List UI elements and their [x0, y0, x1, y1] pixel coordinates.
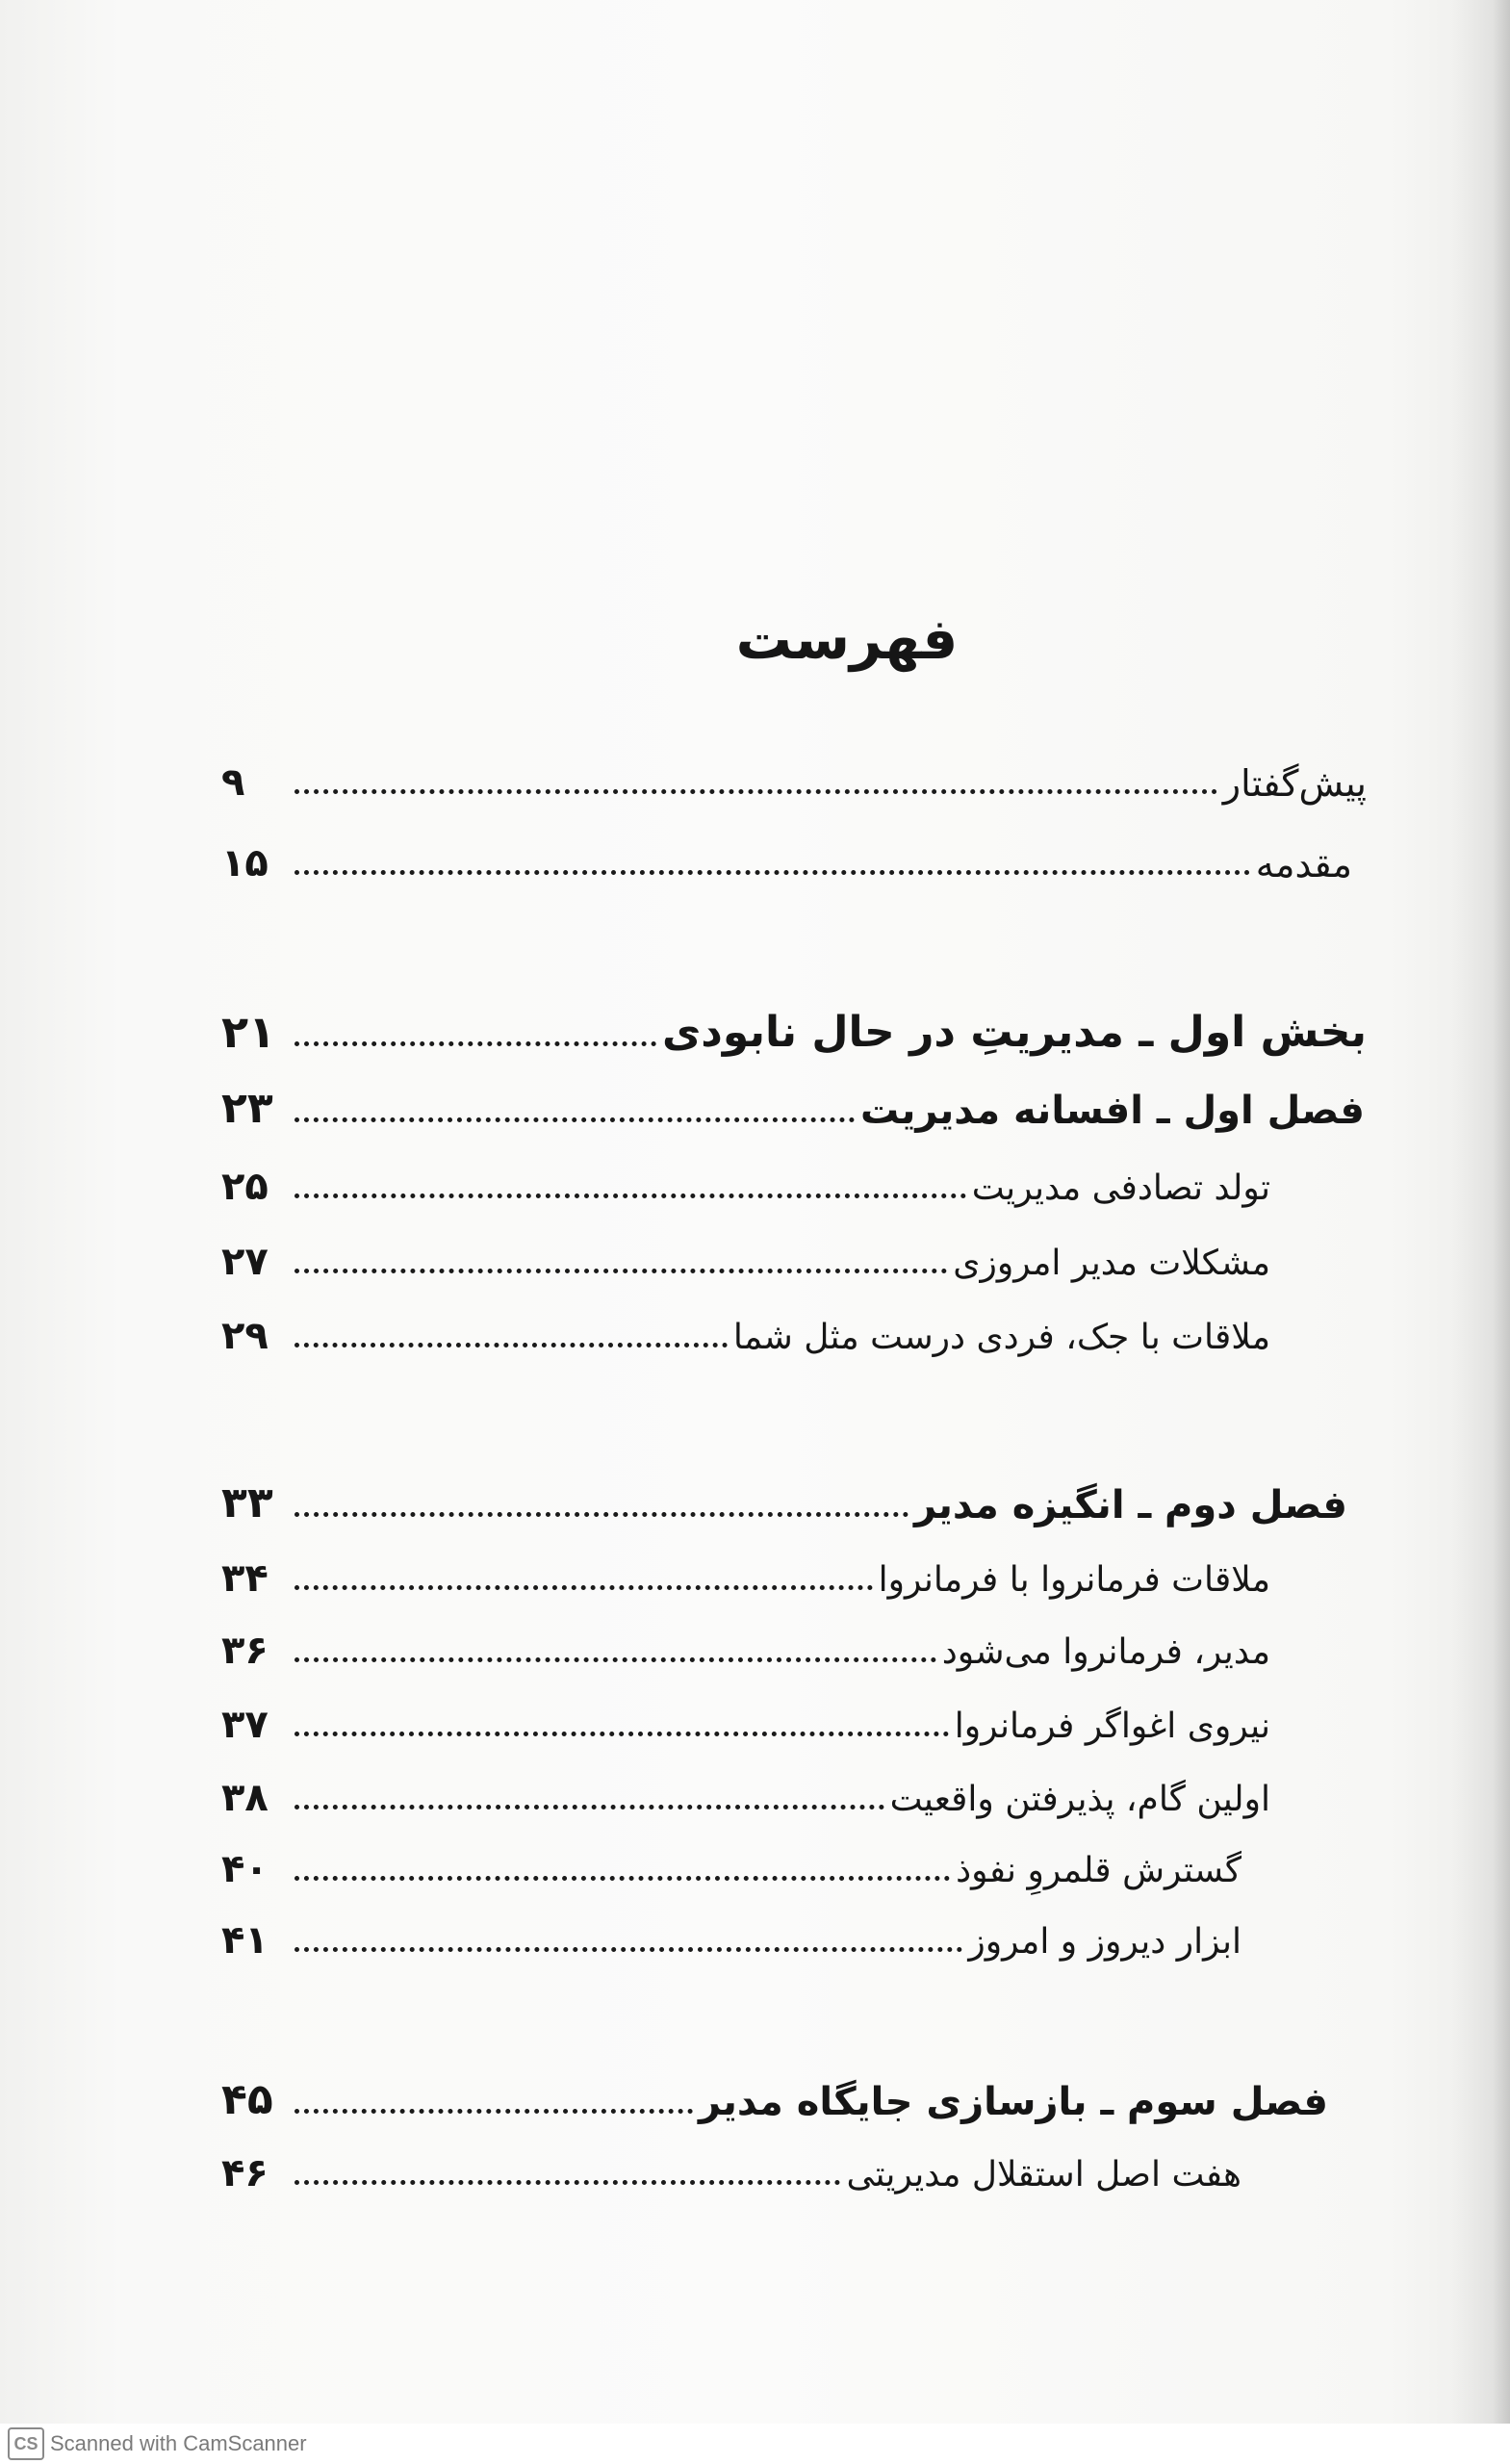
- page-edge-shadow: [1452, 0, 1510, 2426]
- toc-entry-title: ملاقات با جک، فردی درست مثل شما: [732, 1318, 1270, 1357]
- toc-entry-page: ۹: [221, 760, 245, 805]
- toc-entry-title: پیش‌گفتار: [1222, 762, 1367, 805]
- scanner-footer-text: Scanned with CamScanner: [50, 2431, 307, 2455]
- toc-entry-page: ۳۳: [221, 1478, 273, 1527]
- toc-entry-title: گسترش قلمروِ نفوذ: [956, 1851, 1241, 1890]
- scanner-footer: [8, 2427, 307, 2460]
- toc-entry: [221, 2064, 1328, 2124]
- toc-entry-page: ۳۷: [221, 1703, 269, 1747]
- toc-dot-leader: [294, 1657, 936, 1662]
- toc-entry-title: مدیر، فرمانروا می‌شود: [941, 1632, 1270, 1672]
- toc-entry: [221, 1467, 1347, 1525]
- toc-entry-page: ۳۸: [221, 1776, 269, 1820]
- toc-entry-title: نیروی اغواگر فرمانروا: [954, 1707, 1270, 1746]
- toc-entry-page: ۳۶: [221, 1629, 269, 1673]
- toc-entry: [221, 1072, 1365, 1133]
- toc-dot-leader: [294, 1194, 966, 1198]
- toc-entry-title: اولین گام، پذیرفتن واقعیت: [889, 1780, 1270, 1819]
- toc-dot-leader: [294, 1117, 855, 1122]
- toc-entry-page: ۴۶: [221, 2151, 269, 2195]
- toc-entry: [221, 744, 1367, 805]
- toc-entry-page: ۱۵: [221, 841, 269, 886]
- toc-entry-title: بخش اول ـ مدیریتِ در حال نابودی: [661, 1008, 1367, 1057]
- toc-entry-page: ۲۷: [221, 1240, 269, 1284]
- toc-entry: [221, 1686, 1270, 1747]
- toc-dot-leader: [294, 1585, 873, 1590]
- toc-entry: [221, 1297, 1270, 1358]
- toc-dot-leader: [294, 1732, 949, 1736]
- toc-entry-page: ۲۵: [221, 1165, 269, 1209]
- toc-entry-title: هفت اصل استقلال مدیریتی: [846, 2155, 1241, 2194]
- toc-entry-title: مقدمه: [1255, 843, 1352, 886]
- toc-dot-leader: [294, 870, 1250, 875]
- toc-dot-leader: [294, 789, 1217, 794]
- toc-entry: [221, 1831, 1241, 1891]
- toc-entry-title: مشکلات مدیر امروزی: [953, 1244, 1270, 1283]
- toc-entry-page: ۳۴: [221, 1556, 269, 1601]
- toc-dot-leader: [294, 2180, 840, 2185]
- toc-entry-title: ابزار دیروز و امروز: [968, 1922, 1241, 1962]
- toc-entry: [221, 1902, 1241, 1963]
- toc-entry-title: ملاقات فرمانروا با فرمانروا: [878, 1560, 1270, 1600]
- toc-entry-title: فصل سوم ـ بازسازی جایگاه مدیر: [699, 2080, 1328, 2124]
- toc-dot-leader: [294, 2109, 693, 2114]
- toc-entry-title: تولد تصادفی مدیریت: [971, 1168, 1270, 1208]
- camscanner-logo-icon: CS: [8, 2427, 44, 2460]
- toc-entry: [221, 1148, 1270, 1209]
- toc-entry: [221, 1759, 1270, 1820]
- toc-entry: [221, 1612, 1270, 1673]
- toc-entry-title: فصل دوم ـ انگیزه مدیر: [914, 1483, 1347, 1527]
- toc-dot-leader: [294, 1947, 962, 1952]
- toc-dot-leader: [294, 1343, 728, 1348]
- toc-entry-page: ۲۹: [221, 1314, 269, 1358]
- toc-entry: [221, 996, 1367, 1058]
- toc-dot-leader: [294, 1269, 947, 1273]
- toc-entry-page: ۲۳: [221, 1084, 273, 1133]
- toc-entry: [221, 1540, 1270, 1601]
- toc-dot-leader: [294, 1512, 909, 1517]
- toc-entry-page: ۴۵: [221, 2075, 273, 2124]
- toc-entry: [221, 1223, 1270, 1284]
- toc-entry-title: فصل اول ـ افسانه مدیریت: [859, 1089, 1365, 1133]
- toc-dot-leader: [294, 1876, 950, 1881]
- toc-entry-page: ۴۱: [221, 1918, 269, 1963]
- toc-title: فهرست: [735, 606, 959, 672]
- toc-entry-page: ۴۰: [221, 1847, 269, 1891]
- toc-dot-leader: [294, 1805, 884, 1810]
- toc-entry: [221, 2135, 1241, 2193]
- toc-dot-leader: [294, 1041, 656, 1046]
- toc-entry-page: ۲۱: [221, 1006, 276, 1058]
- toc-entry: [221, 825, 1352, 886]
